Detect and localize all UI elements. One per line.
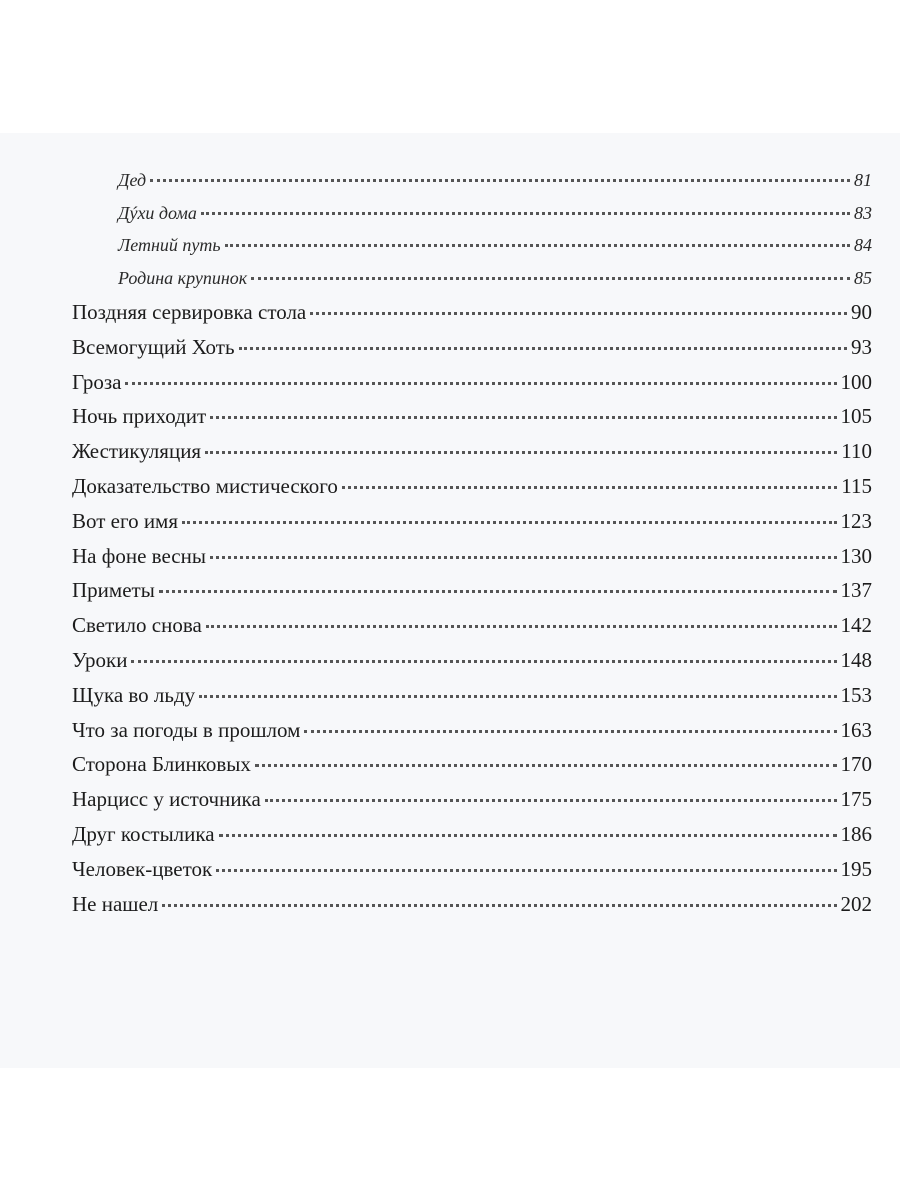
- dot-leader: [219, 834, 837, 837]
- toc-entry: [72, 718, 872, 753]
- toc-entry-page-number: 85: [854, 267, 872, 288]
- toc-entry: [72, 752, 872, 787]
- toc-entry-title: Дед: [118, 170, 147, 190]
- toc-subentry: [72, 170, 872, 203]
- toc-entry-title: Друг костылика: [72, 821, 215, 846]
- toc-entry-page-number: 100: [840, 369, 872, 394]
- dot-leader: [310, 312, 847, 315]
- dot-leader: [206, 625, 837, 628]
- toc-entry-page-number: 81: [854, 170, 872, 190]
- dot-leader: [216, 869, 836, 872]
- dot-leader: [199, 695, 836, 698]
- toc-entry-title: Человек-цветок: [72, 856, 213, 881]
- toc-subentry: [72, 235, 872, 268]
- toc-entry-page-number: 142: [840, 613, 872, 638]
- toc-entry-page-number: 90: [851, 300, 872, 324]
- toc-entry: [72, 857, 872, 892]
- toc-entry: [72, 578, 872, 613]
- toc-entry-page-number: 202: [840, 891, 872, 916]
- table-of-contents: [72, 170, 872, 926]
- toc-entry-title: На фоне весны: [72, 543, 206, 568]
- toc-entry-title: Доказательство мистического: [72, 473, 338, 498]
- dot-leader: [150, 179, 850, 182]
- toc-entry: [72, 787, 872, 822]
- toc-entry-page-number: 115: [841, 473, 872, 498]
- dot-leader: [342, 486, 837, 489]
- dot-leader: [239, 347, 847, 350]
- toc-entry: [72, 544, 872, 579]
- toc-entry-page-number: 93: [851, 334, 872, 359]
- toc-entry-title: Вот его имя: [72, 508, 179, 533]
- toc-entry-title: Дýхи дома: [118, 202, 197, 223]
- toc-entry: [72, 648, 872, 683]
- toc-subentry: [72, 268, 872, 301]
- toc-entry-title: Не нашел: [72, 891, 159, 916]
- dot-leader: [182, 521, 836, 524]
- toc-entry-page-number: 195: [840, 856, 872, 881]
- toc-entry-page-number: 83: [854, 202, 872, 223]
- toc-subentry: [72, 203, 872, 236]
- dot-leader: [304, 730, 836, 733]
- toc-entry-title: Родина крупинок: [118, 267, 248, 288]
- toc-entry: [72, 300, 872, 335]
- toc-entry: [72, 892, 872, 927]
- toc-entry: [72, 370, 872, 405]
- toc-entry-title: Летний путь: [118, 235, 221, 255]
- toc-entry: [72, 439, 872, 474]
- toc-entry: [72, 509, 872, 544]
- toc-entry-title: Светило снова: [72, 613, 202, 638]
- dot-leader: [251, 277, 850, 280]
- toc-entry-page-number: 123: [840, 508, 872, 533]
- toc-entry-title: Всемогущий Хоть: [72, 334, 235, 359]
- toc-entry-page-number: 130: [840, 543, 872, 568]
- dot-leader: [205, 451, 837, 454]
- toc-entry-page-number: 105: [840, 404, 872, 429]
- dot-leader: [159, 590, 837, 593]
- dot-leader: [210, 556, 837, 559]
- toc-entry: [72, 335, 872, 370]
- dot-leader: [210, 416, 836, 419]
- dot-leader: [162, 904, 836, 907]
- toc-entry-title: Жестикуляция: [72, 439, 202, 464]
- dot-leader: [131, 660, 836, 663]
- toc-entry: [72, 404, 872, 439]
- toc-entry-title: Поздняя сервировка стола: [72, 300, 307, 324]
- toc-entry-title: Приметы: [72, 578, 155, 603]
- toc-entry-page-number: 186: [840, 821, 872, 846]
- toc-entry: [72, 474, 872, 509]
- toc-entry-page-number: 137: [840, 578, 872, 603]
- toc-entry-page-number: 84: [854, 235, 872, 255]
- toc-entry-title: Уроки: [72, 647, 128, 672]
- toc-entry: [72, 683, 872, 718]
- dot-leader: [265, 799, 837, 802]
- dot-leader: [125, 382, 836, 385]
- toc-entry: [72, 613, 872, 648]
- toc-entry-title: Гроза: [72, 369, 122, 394]
- toc-entry-title: Нарцисс у источника: [72, 787, 261, 812]
- toc-entry-page-number: 175: [840, 787, 872, 812]
- toc-entry-page-number: 153: [840, 682, 872, 707]
- toc-entry-page-number: 163: [840, 717, 872, 742]
- toc-entry: [72, 822, 872, 857]
- toc-entry-title: Щука во льду: [72, 682, 196, 707]
- dot-leader: [201, 212, 850, 215]
- toc-entry-title: Сторона Блинковых: [72, 752, 251, 777]
- toc-entry-page-number: 148: [840, 647, 872, 672]
- toc-entry-page-number: 110: [841, 439, 872, 464]
- toc-entry-page-number: 170: [840, 752, 872, 777]
- dot-leader: [225, 244, 850, 247]
- toc-entry-title: Ночь приходит: [72, 404, 207, 429]
- toc-entry-title: Что за погоды в прошлом: [72, 717, 301, 742]
- dot-leader: [255, 764, 837, 767]
